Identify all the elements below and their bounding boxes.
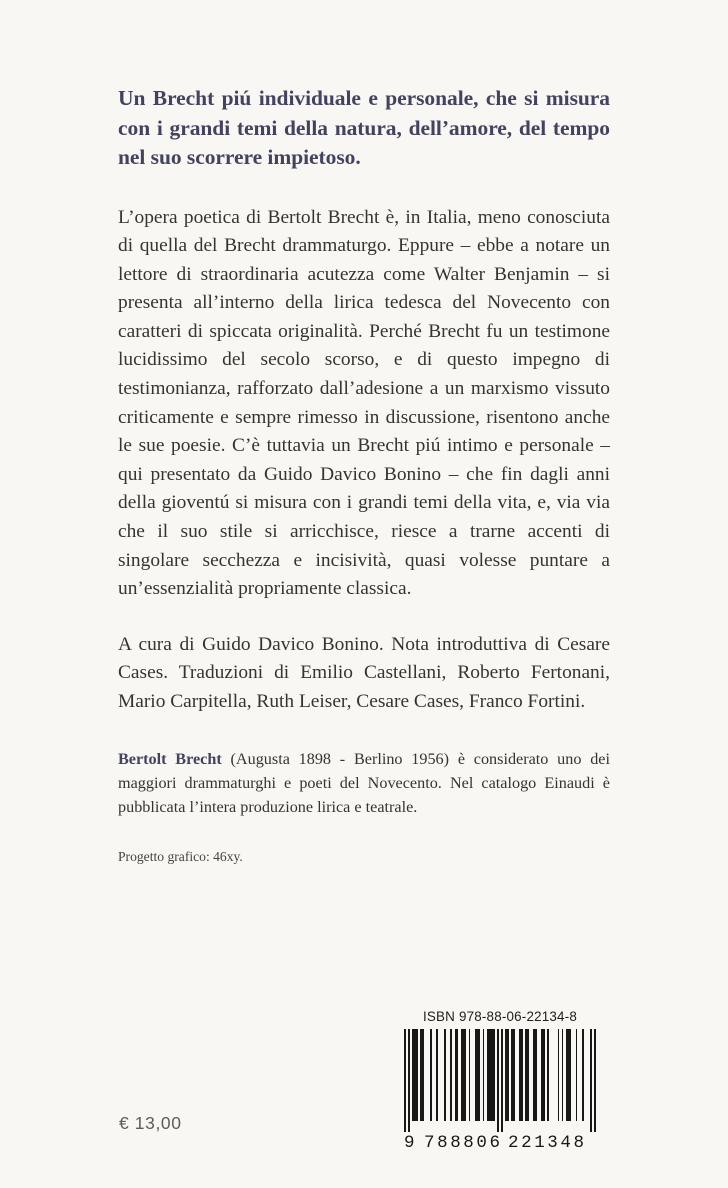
price-label: € 13,00 [119, 1113, 182, 1133]
author-bio-text: (Augusta 1898 - Berlino 1956) è considerato uno dei maggiori drammaturghi e poeti del Novecento. Nel catalogo Einaudi è pubblicata l’intera produzione lirica e teatrale. [118, 749, 610, 816]
barcode-block [404, 1009, 596, 1154]
author-bio-paragraph [118, 747, 610, 820]
headline-blurb: Un Brecht piú individuale e personale, che si misura con i grandi temi della natura, dell’amore, del tempo nel suo scorrere impietoso. [118, 86, 610, 169]
barcode-bars [404, 1029, 596, 1132]
isbn-label: ISBN 978-88-06-22134-8 [422, 1009, 578, 1024]
credits-paragraph: A cura di Guido Davico Bonino. Nota introduttiva di Cesare Cases. Traduzioni di Emilio Castellani, Roberto Fertonani, Mario Carpitella, Ruth Leiser, Cesare Cases, Franco Fortini. [118, 633, 610, 712]
barcode-digit-group-a: 788806 [424, 1133, 503, 1153]
barcode-digits [404, 1132, 596, 1154]
author-name: Bertolt Brecht [118, 749, 222, 768]
design-credit: Progetto grafico: 46xy. [118, 849, 243, 865]
barcode-digit-group-b: 221348 [508, 1133, 587, 1153]
description-paragraph: L’opera poetica di Bertolt Brecht è, in Italia, meno conosciuta di quella del Brecht drammaturgo. Eppure – ebbe a notare un lettore di straordinaria acutezza come Walter Benjamin – si presenta all’interno della lirica tedesca del Novecento con caratteri di spiccata originalità. Perché Brecht fu un testimone lucidissimo del secolo scorso, e di questo impegno di testimonianza, rafforzato dall’adesione a un marxismo vissuto criticamente e sempre rimesso in discussione, risentono anche le sue poesie. C’è tuttavia un Brecht piú intimo e personale – qui presentato da Guido Davico Bonino – che fin dagli anni della gioventú si misura con i grandi temi della vita, e, via via che il suo stile si arricchisce, riesce a trarne accenti di singolare secchezza e incisività, quasi volesse puntare a un’essenzialità propriamente classica. [118, 206, 610, 600]
barcode-digit-left-guard: 9 [404, 1133, 415, 1153]
text-column [118, 84, 610, 866]
